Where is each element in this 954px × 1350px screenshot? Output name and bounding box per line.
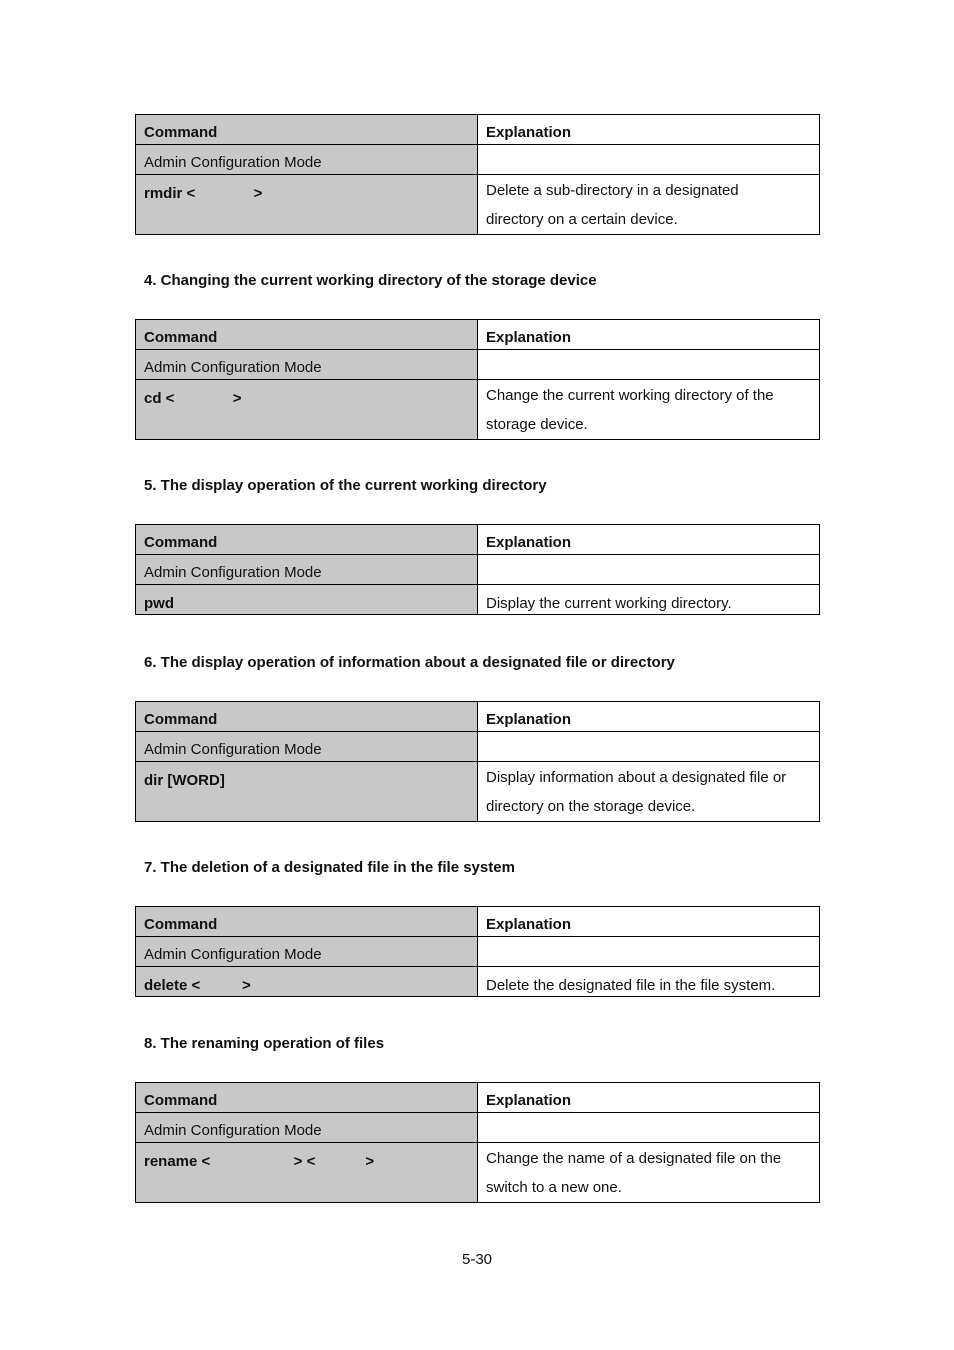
header-command: Command (136, 907, 478, 937)
command-table-rmdir (135, 114, 820, 235)
header-explanation: Explanation (478, 320, 820, 350)
explanation-cell (478, 762, 820, 822)
command-cell: dir [WORD] (136, 762, 478, 822)
explanation-line: Change the current working directory of the (486, 387, 774, 404)
header-command: Command (136, 525, 478, 555)
command-cell: cd < > (136, 380, 478, 440)
section-heading-7: 7. The deletion of a designated file in the file system (144, 859, 515, 876)
mode-empty-cell (478, 555, 820, 585)
mode-cell: Admin Configuration Mode (136, 350, 478, 380)
header-command: Command (136, 320, 478, 350)
command-table-dir (135, 701, 820, 822)
header-explanation: Explanation (478, 115, 820, 145)
header-explanation: Explanation (478, 702, 820, 732)
mode-empty-cell (478, 145, 820, 175)
explanation-line: Delete a sub-directory in a designated (486, 182, 739, 199)
section-heading-5: 5. The display operation of the current working directory (144, 477, 547, 494)
command-table-delete (135, 906, 820, 997)
explanation-cell (478, 175, 820, 235)
explanation-cell (478, 1143, 820, 1203)
header-explanation: Explanation (478, 907, 820, 937)
section-heading-8: 8. The renaming operation of files (144, 1035, 385, 1052)
mode-cell: Admin Configuration Mode (136, 1113, 478, 1143)
explanation-line: switch to a new one. (486, 1179, 622, 1196)
command-table-rename (135, 1082, 820, 1203)
mode-empty-cell (478, 1113, 820, 1143)
explanation-line: directory on the storage device. (486, 798, 696, 815)
explanation-line: Display information about a designated file or (486, 769, 787, 786)
header-command: Command (136, 702, 478, 732)
explanation-line: directory on a certain device. (486, 211, 678, 228)
header-explanation: Explanation (478, 525, 820, 555)
command-cell: rename < > < > (136, 1143, 478, 1203)
command-cell: delete < > (136, 967, 478, 997)
mode-empty-cell (478, 732, 820, 762)
command-table-pwd (135, 524, 820, 615)
command-table-cd (135, 319, 820, 440)
mode-empty-cell (478, 350, 820, 380)
mode-cell: Admin Configuration Mode (136, 937, 478, 967)
explanation-cell: Delete the designated file in the file system. (478, 967, 820, 997)
header-command: Command (136, 1083, 478, 1113)
page-number: 5-30 (461, 1251, 493, 1268)
explanation-line: Change the name of a designated file on the (486, 1150, 782, 1167)
mode-cell: Admin Configuration Mode (136, 732, 478, 762)
explanation-cell (478, 380, 820, 440)
command-cell: rmdir < > (136, 175, 478, 235)
mode-cell: Admin Configuration Mode (136, 555, 478, 585)
command-cell: pwd (136, 585, 478, 615)
explanation-cell: Display the current working directory. (478, 585, 820, 615)
header-command: Command (136, 115, 478, 145)
explanation-line: storage device. (486, 416, 588, 433)
section-heading-6: 6. The display operation of information about a designated file or directory (144, 654, 675, 671)
header-explanation: Explanation (478, 1083, 820, 1113)
mode-empty-cell (478, 937, 820, 967)
mode-cell: Admin Configuration Mode (136, 145, 478, 175)
section-heading-4: 4. Changing the current working directory of the storage device (144, 272, 597, 289)
